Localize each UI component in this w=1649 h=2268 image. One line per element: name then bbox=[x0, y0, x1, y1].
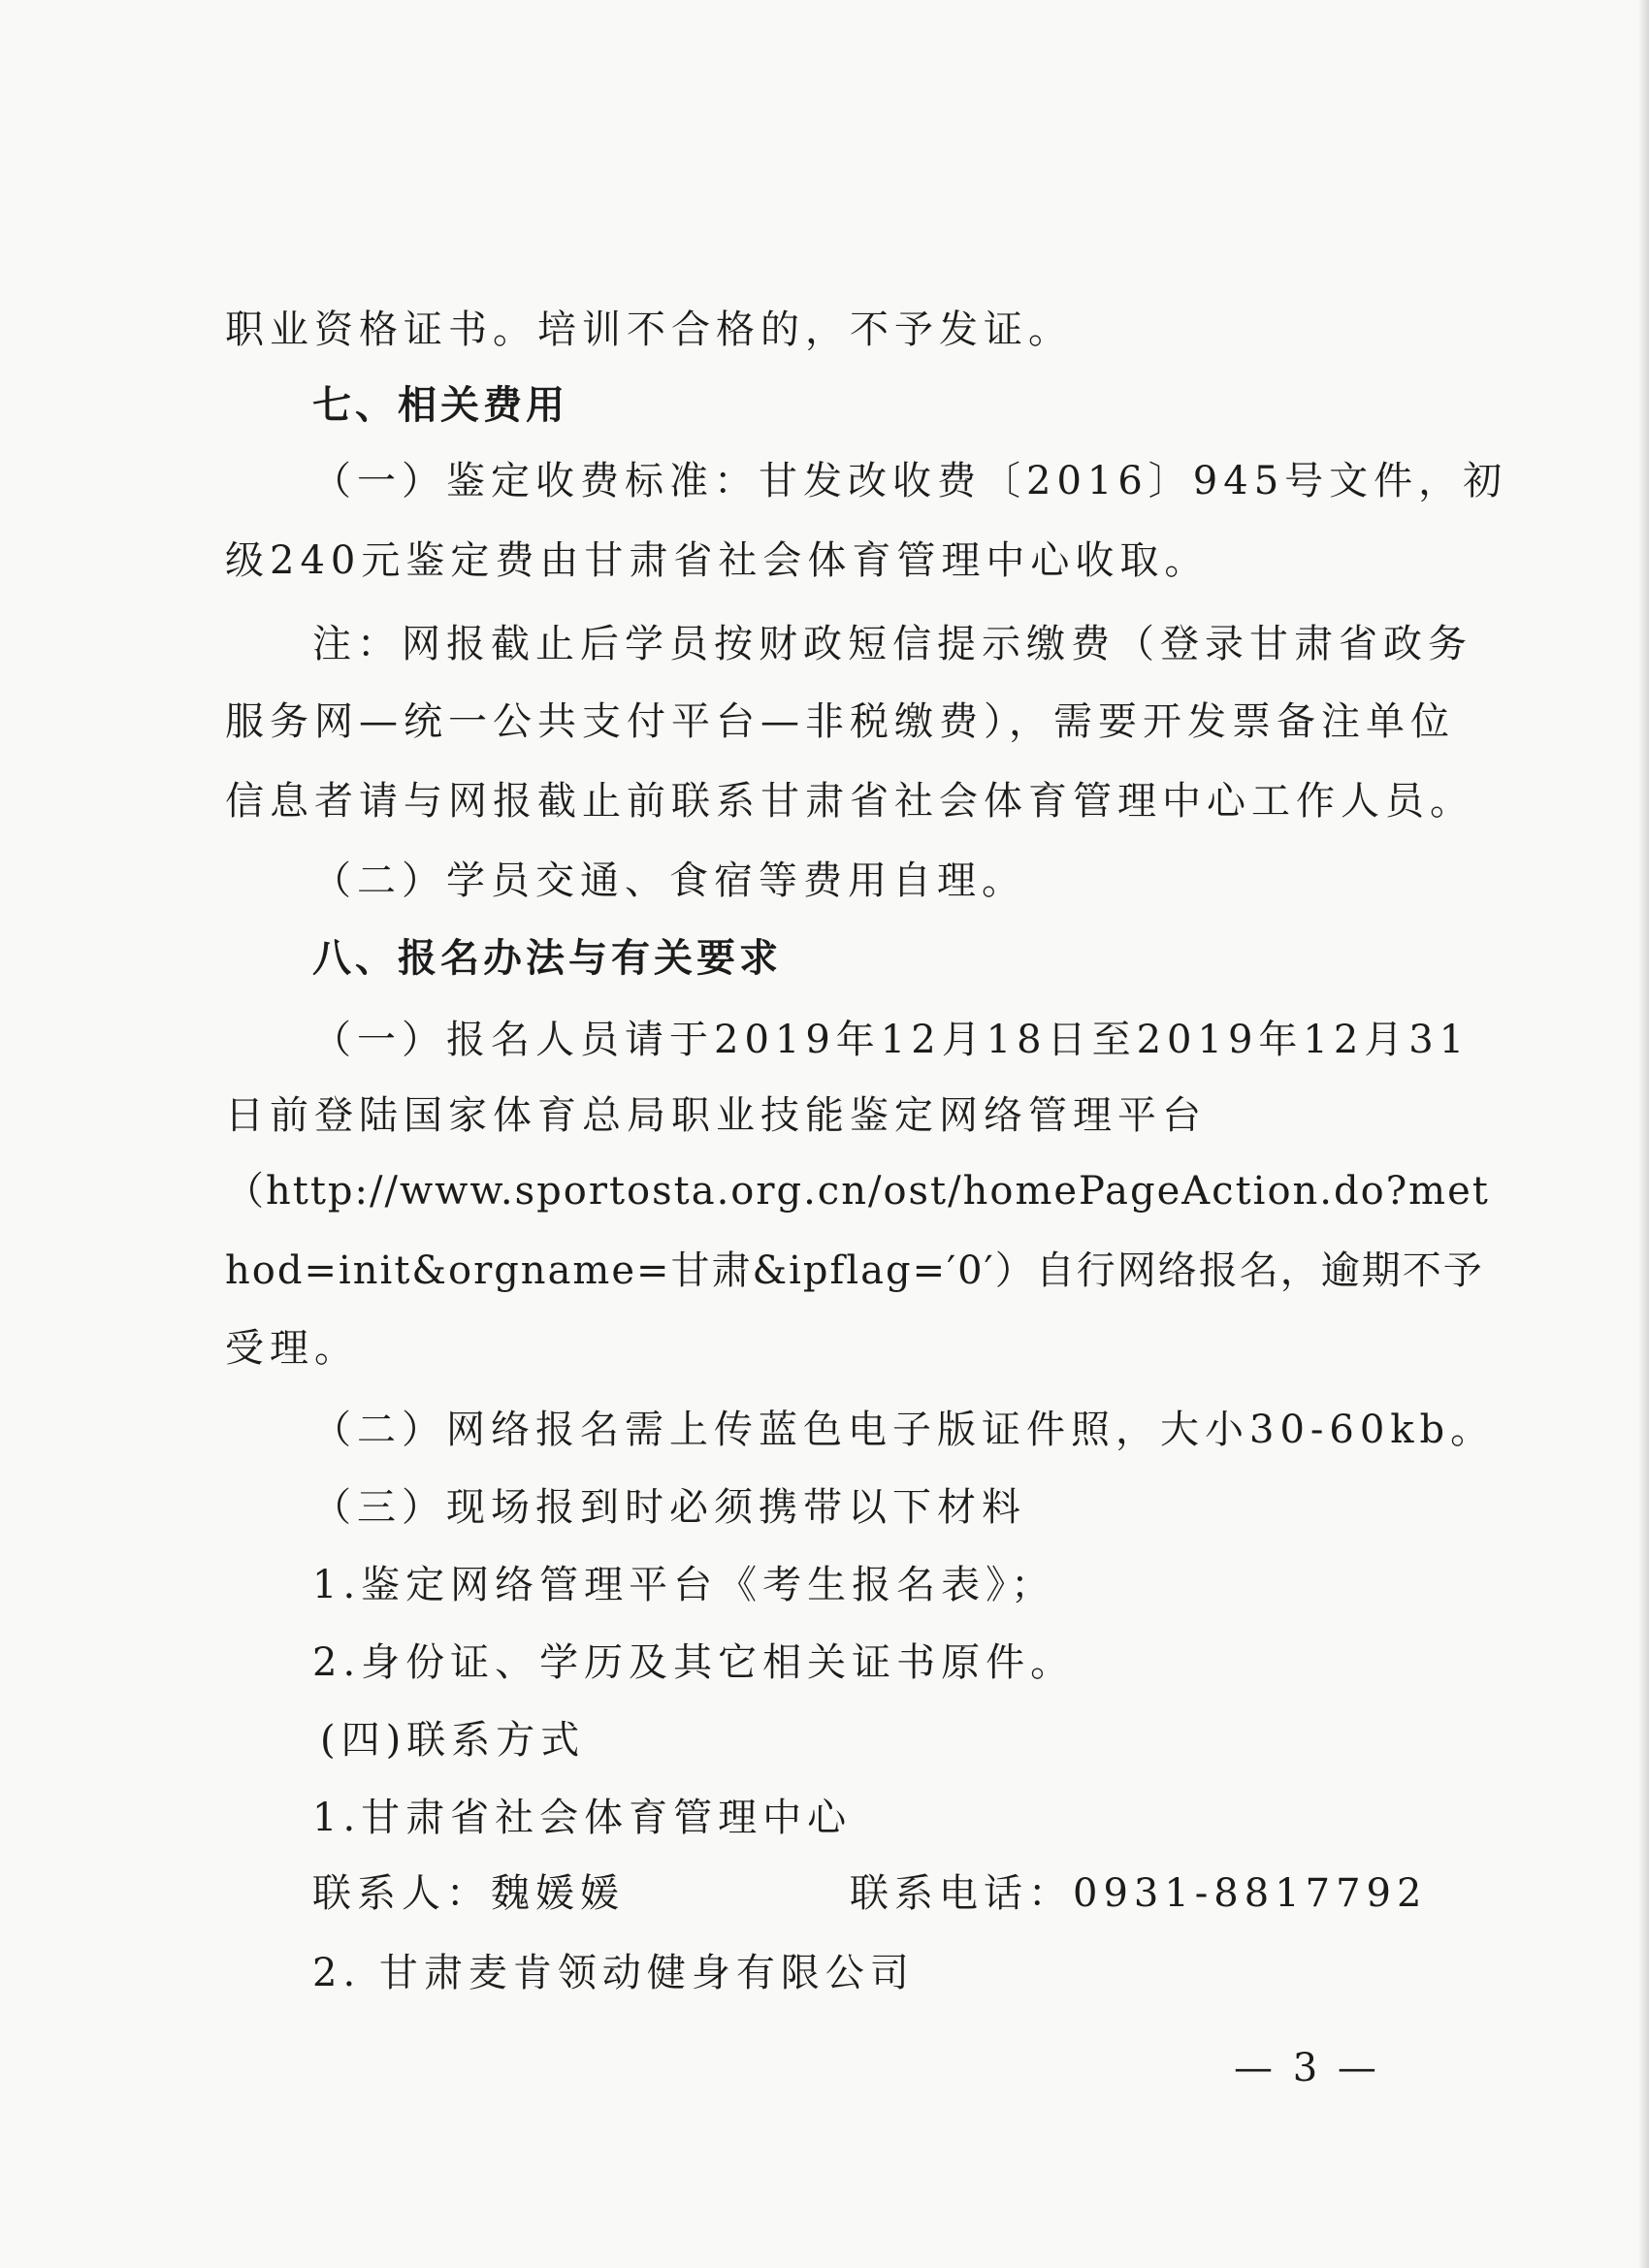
list-item: 1.甘肃省社会体育管理中心 bbox=[312, 1796, 853, 1840]
text-line: 信息者请与网报截止前联系甘肃省社会体育管理中心工作人员。 bbox=[225, 779, 1474, 824]
contact-phone: 联系电话：0931-8817792 bbox=[850, 1871, 1428, 1916]
text-line: 注：网报截止后学员按财政短信提示缴费（登录甘肃省政务 bbox=[312, 622, 1472, 666]
scan-edge bbox=[1639, 0, 1649, 2268]
text-line: 级240元鉴定费由甘肃省社会体育管理中心收取。 bbox=[225, 538, 1210, 583]
url-line: （http://www.sportosta.org.cn/ost/homePageAction.do?met bbox=[225, 1169, 1490, 1214]
text-line: (四)联系方式 bbox=[320, 1718, 586, 1763]
text-line: 职业资格证书。培训不合格的，不予发证。 bbox=[225, 308, 1073, 352]
text-line: （二）网络报名需上传蓝色电子版证件照，大小30-60kb。 bbox=[312, 1408, 1496, 1452]
list-item: 1.鉴定网络管理平台《考生报名表》； bbox=[312, 1563, 1056, 1607]
text-line: 服务网—统一公共支付平台—非税缴费），需要开发票备注单位 bbox=[225, 699, 1455, 744]
section-heading: 七、相关费用 bbox=[312, 383, 568, 428]
page-number: — 3 — bbox=[1234, 2046, 1380, 2090]
text-line: （三）现场报到时必须携带以下材料 bbox=[312, 1485, 1026, 1530]
list-item: 2.身份证、学历及其它相关证书原件。 bbox=[312, 1640, 1076, 1685]
list-item: 2. 甘肃麦肯领动健身有限公司 bbox=[312, 1951, 915, 1995]
contact-person: 联系人：魏媛媛 bbox=[312, 1871, 625, 1916]
text-line: （一）报名人员请于2019年12月18日至2019年12月31 bbox=[312, 1018, 1471, 1062]
text-line: （二）学员交通、食宿等费用自理。 bbox=[312, 859, 1026, 903]
url-line: hod=init&orgname=甘肃&ipflag=′0′）自行网络报名，逾期不予 bbox=[225, 1248, 1484, 1293]
text-line: 日前登陆国家体育总局职业技能鉴定网络管理平台 bbox=[225, 1093, 1207, 1138]
text-line: （一）鉴定收费标准：甘发改收费〔2016〕945号文件，初 bbox=[312, 459, 1508, 503]
section-heading: 八、报名办法与有关要求 bbox=[312, 936, 782, 981]
text-line: 受理。 bbox=[225, 1326, 359, 1371]
